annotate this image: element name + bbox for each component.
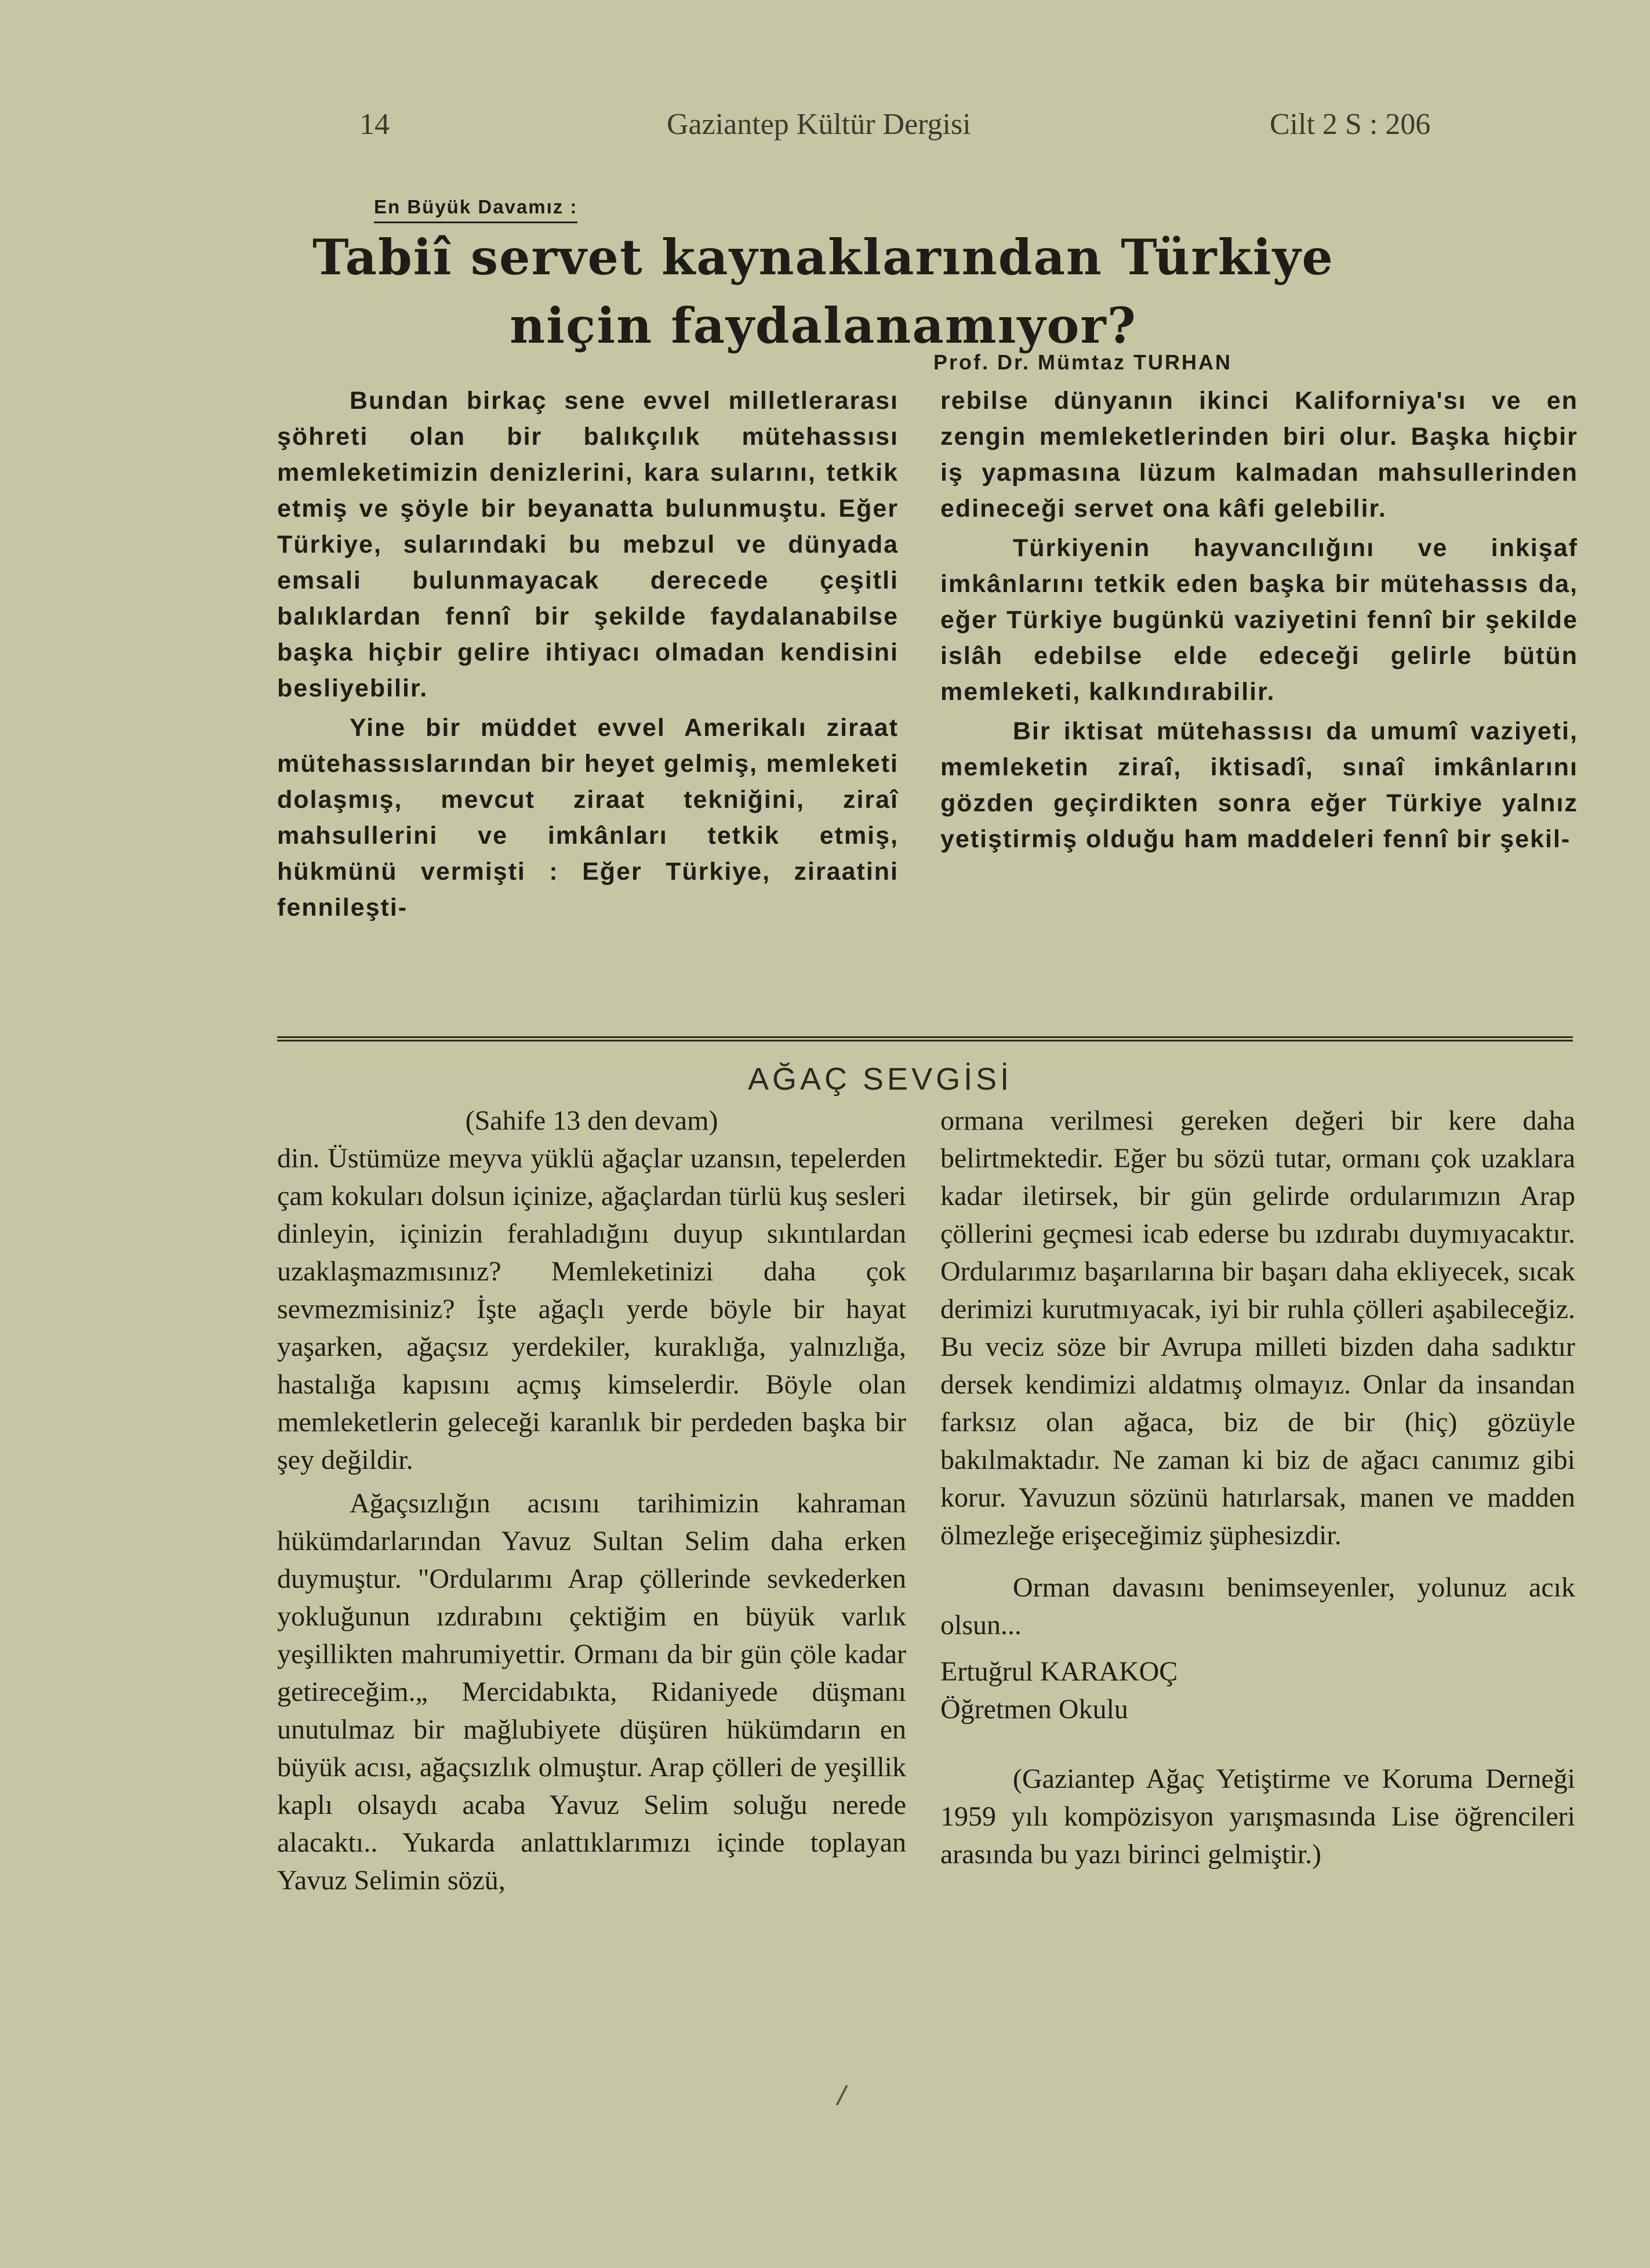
article1-column-right [940,383,1578,857]
footnote: (Gaziantep Ağaç Yetiştirme ve Koruma Derneği 1959 yılı kompözisyon yarışmasında Lise öğrencileri arasında bu yazı birinci gelmiştir.) [940,1763,1575,1870]
paragraph: Yine bir müddet evvel Amerikalı ziraat mütehassıslarından bir heyet gelmiş, memleketi dolaşmış, mevcut ziraat tekniğini, ziraî mahsullerini ve imkânları tetkik etmiş, hükmünü vermişti : Eğer Türkiye, ziraatini fennileşti- [277,714,899,921]
continued-note: (Sahife 13 den devam) [465,1105,718,1136]
section-divider [277,1036,1573,1042]
paragraph: ormana verilmesi gereken değeri bir kere daha belirtmektedir. Eğer bu sözü tutar, ormanı çok uzaklara kadar iletirsek, bir gün gelirde ordularımızın Arap çöllerini geçmesi icab ederse bu ızdırabı duymıyacaktır. Ordularımız başarılarına bir başarı daha ekliyecek, sıcak derimizi kurutmıyacak, iyi bir ruhla çölleri aşabileceğiz. Bu veciz söze bir Avrupa milleti bizden daha sadıktır dersek kendimizi aldatmış olmayız. Onlar da insandan farksız olan ağaca, biz de bir (hiç) gözüyle bakılmaktadır. Ne zaman ki biz de ağacı canımız gibi korur. Yavuzun sözünü hatırlarsak, manen ve madden ölmezleğe erişeceğimiz şüphesizdir. [940,1105,1575,1551]
article2-column-right [940,1102,1575,1873]
paragraph: Türkiyenin hayvancılığını ve inkişaf imkânlarını tetkik eden başka bir mütehassıs da, eğer Türkiye bugünkü vaziyetini fennî bir şekilde islâh edebilse elde edeceği gelirle bütün memleketi, kalkındırabilir. [940,534,1578,706]
paragraph: Bir iktisat mütehassısı da umumî vaziyeti, memleketin ziraî, iktisadî, sınaî imkânlarını gözden geçirdikten sonra eğer Türkiye yalnız yetiştirmiş olduğu ham maddeleri fennî bir şekil- [940,717,1578,853]
author-name: Ertuğrul KARAKOÇ [940,1656,1178,1687]
author-school: Öğretmen Okulu [940,1694,1128,1725]
paragraph: rebilse dünyanın ikinci Kaliforniya'sı ve en zengin memleketlerinden biri olur. Başka hiçbir iş yapmasına lüzum kalmadan mahsullerinden edineceği servet ona kâfi gelebilir. [940,387,1578,522]
ink-mark: / [834,2079,849,2113]
paragraph: Orman davasını benimseyenler, yolunuz acık olsun... [940,1572,1575,1641]
section-title: AĞAÇ SEVGİSİ [748,1062,1013,1097]
article-headline [243,223,1403,360]
article-kicker: En Büyük Davamız : [374,196,577,223]
paragraph: din. Üstümüze meyva yüklü ağaçlar uzansın, tepelerden çam kokuları dolsun içinize, ağaçlardan türlü kuş sesleri dinleyin, içinizin ferahladığını duyup sıkıntılardan uzaklaşmazmısınız? Memleketinizi daha çok sevmezmisiniz? İşte ağaçlı yerde böyle bir hayat yaşarken, ağaçsız yerdekiler, kuraklığa, yalnızlığa, hastalığa kapısını açmış kimselerdir. Böyle olan memleketlerin geleceği karanlık bir perdeden başka bir şey değildir. [277,1143,906,1475]
page-number: 14 [359,108,390,141]
paragraph: Ağaçsızlığın acısını tarihimizin kahraman hükümdarlarından Yavuz Sultan Selim daha erken duymuştur. "Ordularımı Arap çöllerinde sevkederken yokluğunun ızdırabını çektiğim en büyük varlık yeşillikten mahrumiyettir. Ormanı da bir gün çöle kadar getireceğim.„ Mercidabıkta, Ridaniyede düşmanı unutulmaz bir mağlubiyete düşüren hükümdarın en büyük acısı, ağaçsızlık olmuştur. Arap çölleri de yeşillik kaplı olsaydı acaba Yavuz Selim soluğu nerede alacaktı.. Yukarda anlattıklarımızı içinde toplayan Yavuz Selimin sözü, [277,1488,906,1896]
article2-column-left [277,1102,906,1899]
journal-title: Gaziantep Kültür Dergisi [667,108,971,141]
headline-line-2: niçin faydalanamıyor? [510,297,1137,354]
article1-column-left [277,383,899,926]
volume-issue: Cilt 2 S : 206 [1270,108,1431,141]
paragraph: Bundan birkaç sene evvel milletlerarası şöhreti olan bir balıkçılık mütehassısı memleketimizin denizlerini, kara sularını, tetkik etmiş ve şöyle bir beyanatta bulunmuştu. Eğer Türkiye, sularındaki bu mebzul ve dünyada emsali bulunmayacak derecede çeşitli balıklardan fennî bir şekilde faydalanabilse başka hiçbir gelire ihtiyacı olmadan kendisini besliyebilir. [277,387,899,702]
article-byline: Prof. Dr. Mümtaz TURHAN [933,350,1233,374]
headline-line-1: Tabiî servet kaynaklarından Türkiye [312,228,1334,286]
